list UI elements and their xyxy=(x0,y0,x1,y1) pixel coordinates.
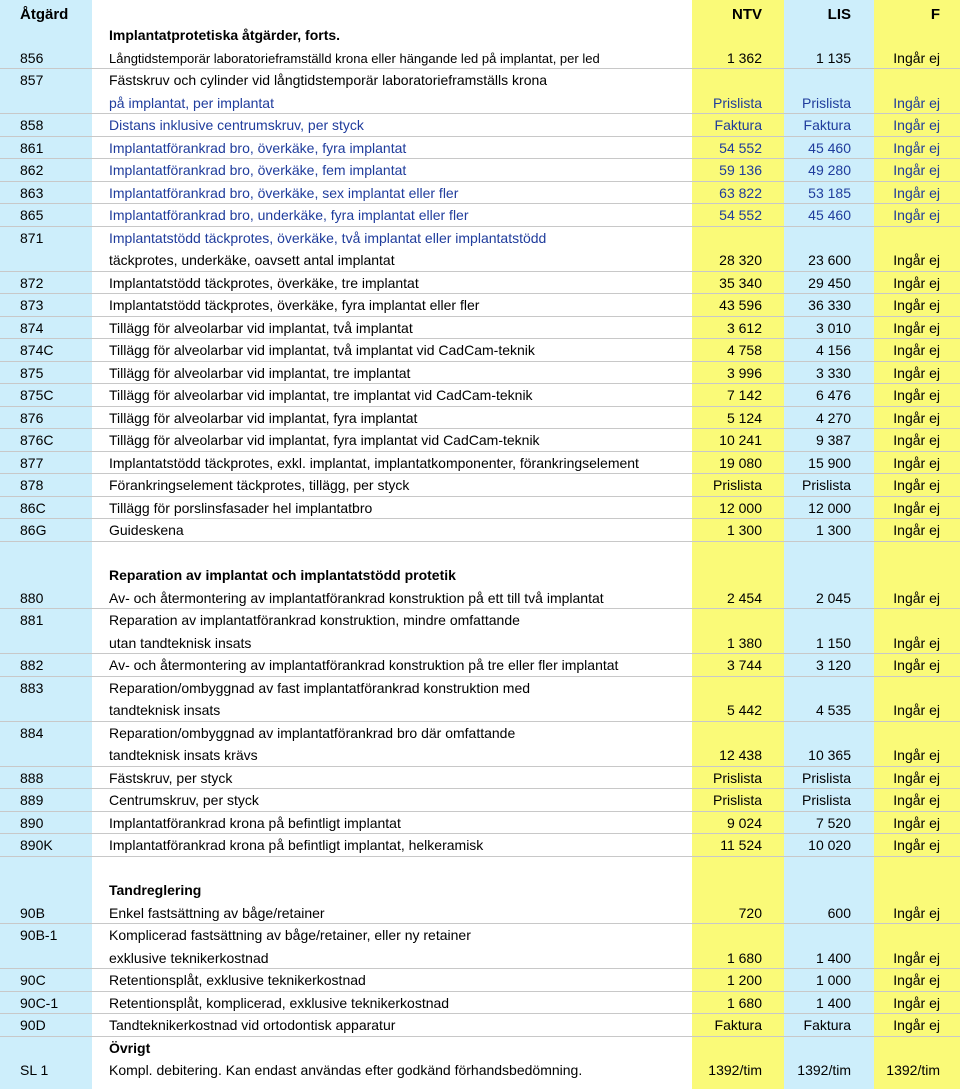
table-row xyxy=(0,1059,960,1082)
row-ntv-price: 1 680 xyxy=(726,994,762,1011)
row-lis-price: 3 330 xyxy=(815,364,851,381)
row-lis-price: 53 185 xyxy=(808,184,851,201)
row-ntv-price: 7 142 xyxy=(726,387,762,403)
row-code: 863 xyxy=(20,184,44,201)
row-ntv-price: 720 xyxy=(738,904,762,921)
row-f-value: Ingår ej xyxy=(893,387,940,403)
row-code: 862 xyxy=(20,162,44,178)
row-f-value: Ingår ej xyxy=(893,162,940,178)
row-f-value: Ingår ej xyxy=(893,634,940,651)
table-body xyxy=(0,24,960,1082)
row-ntv-price: 54 552 xyxy=(719,139,762,156)
row-ntv-price: 5 124 xyxy=(726,409,762,426)
row-description: Implantatförankrad krona på befintligt implantat xyxy=(109,814,401,831)
row-lis-price: 4 535 xyxy=(815,702,851,718)
table-row xyxy=(0,924,960,947)
row-lis-price: 3 120 xyxy=(815,657,851,673)
table-row xyxy=(0,654,960,677)
row-code: 874C xyxy=(20,342,54,358)
row-description: Retentionsplåt, komplicerad, exklusive teknikerkostnad xyxy=(109,994,450,1011)
row-ntv-price: 1 362 xyxy=(726,49,762,66)
row-description: på implantat, per implantat xyxy=(109,94,274,111)
row-description: Retentionsplåt, exklusive teknikerkostnad xyxy=(109,972,366,988)
row-description: Implantatförankrad bro, underkäke, fyra implantat eller fler xyxy=(109,207,469,223)
row-code: 90C-1 xyxy=(20,994,59,1011)
row-description: Implantatstödd täckprotes, exkl. implantat, implantatkomponenter, förankringselement xyxy=(109,455,639,471)
row-f-value: Ingår ej xyxy=(893,139,940,156)
table-row xyxy=(0,249,960,272)
table-header xyxy=(0,0,960,24)
table-row xyxy=(0,767,960,790)
row-f-value: Ingår ej xyxy=(893,747,940,763)
row-f-value: Ingår ej xyxy=(893,522,940,538)
row-description: Tillägg för alveolarbar vid implantat, fyra implantat vid CadCam-teknik xyxy=(109,432,540,448)
row-f-value: Ingår ej xyxy=(893,499,940,516)
row-description: Tillägg för alveolarbar vid implantat, tre implantat vid CadCam-teknik xyxy=(109,387,533,403)
row-code: 865 xyxy=(20,207,44,223)
row-ntv-price: 35 340 xyxy=(719,274,762,291)
row-description: Kompl. debitering. Kan endast användas efter godkänd förhandsbedömning. xyxy=(109,1062,583,1078)
row-lis-price: 600 xyxy=(827,904,851,921)
row-ntv-price: 3 996 xyxy=(726,364,762,381)
row-lis-price: 10 365 xyxy=(808,747,851,763)
row-f-value: Ingår ej xyxy=(893,252,940,268)
row-description: Implantatförankrad bro, överkäke, sex implantat eller fler xyxy=(109,184,459,201)
table-row xyxy=(0,497,960,520)
row-description: Implantatprotetiska åtgärder, forts. xyxy=(109,27,341,43)
row-code: 871 xyxy=(20,229,44,246)
table-row xyxy=(0,272,960,295)
row-code: 875C xyxy=(20,387,54,403)
row-code: 884 xyxy=(20,724,44,741)
row-code: SL 1 xyxy=(20,1062,49,1078)
row-description: Av- och återmontering av implantatförankrad konstruktion på tre eller fler implantat xyxy=(109,657,619,673)
row-description: Tandteknikerkostnad vid ortodontisk apparatur xyxy=(109,1017,396,1033)
row-description: Implantatförankrad krona på befintligt implantat, helkeramisk xyxy=(109,837,484,853)
table-row xyxy=(0,294,960,317)
row-lis-price: 1 135 xyxy=(815,49,851,66)
row-f-value: 1392/tim xyxy=(886,1062,940,1078)
table-row xyxy=(0,969,960,992)
row-lis-price: 49 280 xyxy=(808,162,851,178)
row-f-value: Ingår ej xyxy=(893,364,940,381)
row-f-value: Ingår ej xyxy=(893,949,940,966)
row-lis-price: Faktura xyxy=(803,117,851,133)
row-ntv-price: Prislista xyxy=(712,94,762,111)
table-row xyxy=(0,542,960,565)
row-description: Tillägg för alveolarbar vid implantat, fyra implantat xyxy=(109,409,418,426)
row-lis-price: 45 460 xyxy=(808,207,851,223)
row-code: 882 xyxy=(20,657,44,673)
table-row xyxy=(0,857,960,880)
row-ntv-price: 12 438 xyxy=(719,747,762,763)
row-f-value: Ingår ej xyxy=(893,319,940,336)
table-row xyxy=(0,317,960,340)
table-row xyxy=(0,519,960,542)
table-row xyxy=(0,789,960,812)
row-f-value: Ingår ej xyxy=(893,409,940,426)
row-f-value: Ingår ej xyxy=(893,454,940,471)
row-ntv-price: 43 596 xyxy=(719,297,762,313)
row-description: tandteknisk insats krävs xyxy=(109,747,258,763)
row-lis-price: 6 476 xyxy=(815,387,851,403)
row-lis-price: 4 156 xyxy=(815,342,851,358)
row-code: 881 xyxy=(20,612,44,628)
table-row xyxy=(0,92,960,115)
row-description: Tillägg för porslinsfasader hel implantatbro xyxy=(109,499,373,516)
row-code: 90C xyxy=(20,972,46,988)
row-f-value: Ingår ej xyxy=(893,657,940,673)
row-ntv-price: 28 320 xyxy=(719,252,762,268)
table-row xyxy=(0,204,960,227)
row-code: 880 xyxy=(20,589,44,606)
table-row xyxy=(0,159,960,182)
row-lis-price: Prislista xyxy=(801,477,851,493)
table-row xyxy=(0,182,960,205)
table-row xyxy=(0,947,960,970)
row-lis-price: 1 150 xyxy=(815,634,851,651)
header-atgard: Åtgärd xyxy=(20,6,69,23)
row-code: 873 xyxy=(20,297,44,313)
row-lis-price: 1392/tim xyxy=(797,1062,851,1078)
row-description: Förankringselement täckprotes, tillägg, per styck xyxy=(109,477,410,493)
row-f-value: Ingår ej xyxy=(893,904,940,921)
row-description: utan tandteknisk insats xyxy=(109,634,252,651)
row-code: 883 xyxy=(20,679,44,696)
row-lis-price: 36 330 xyxy=(808,297,851,313)
row-description: Långtidstemporär laboratorieframställd krona eller hängande led på implantat, per led xyxy=(109,50,600,66)
row-lis-price: 7 520 xyxy=(815,814,851,831)
row-ntv-price: 4 758 xyxy=(726,342,762,358)
row-f-value: Ingår ej xyxy=(893,972,940,988)
row-lis-price: 15 900 xyxy=(808,454,851,471)
row-code: 875 xyxy=(20,364,44,381)
row-code: 858 xyxy=(20,117,44,133)
row-ntv-price: 3 744 xyxy=(726,657,762,673)
row-description: Övrigt xyxy=(109,1039,151,1056)
row-lis-price: 3 010 xyxy=(815,319,851,336)
row-f-value: Ingår ej xyxy=(893,94,940,111)
row-ntv-price: 63 822 xyxy=(719,184,762,201)
row-code: 890K xyxy=(20,837,53,853)
row-ntv-price: 19 080 xyxy=(719,454,762,471)
table-row xyxy=(0,384,960,407)
table-row xyxy=(0,1014,960,1037)
row-code: 890 xyxy=(20,814,44,831)
table-row xyxy=(0,24,960,47)
row-lis-price: Prislista xyxy=(801,792,851,808)
row-description: Tandreglering xyxy=(109,882,202,898)
row-description: Centrumskruv, per styck xyxy=(109,792,259,808)
row-description: Komplicerad fastsättning av båge/retainer, eller ny retainer xyxy=(109,927,471,943)
table-row xyxy=(0,227,960,250)
row-ntv-price: 1 380 xyxy=(726,634,762,651)
row-description: Implantatförankrad bro, överkäke, fyra implantat xyxy=(109,139,407,156)
row-lis-price: 2 045 xyxy=(815,589,851,606)
row-ntv-price: 5 442 xyxy=(726,702,762,718)
row-description: Implantatstödd täckprotes, överkäke, tre implantat xyxy=(109,274,419,291)
row-ntv-price: 1 680 xyxy=(726,949,762,966)
row-ntv-price: Faktura xyxy=(714,1017,762,1033)
row-code: 86G xyxy=(20,522,47,538)
row-ntv-price: 10 241 xyxy=(719,432,762,448)
row-f-value: Ingår ej xyxy=(893,837,940,853)
row-code: 874 xyxy=(20,319,44,336)
row-f-value: Ingår ej xyxy=(893,432,940,448)
table-row xyxy=(0,339,960,362)
table-row xyxy=(0,812,960,835)
table-row xyxy=(0,137,960,160)
row-code: 90B xyxy=(20,904,45,921)
row-description: Fästskruv och cylinder vid långtidstemporär laboratorieframställs krona xyxy=(109,72,548,88)
row-description: Reparation av implantatförankrad konstruktion, mindre omfattande xyxy=(109,612,520,628)
table-row xyxy=(0,879,960,902)
row-ntv-price: Prislista xyxy=(712,792,762,808)
row-ntv-price: 3 612 xyxy=(726,319,762,336)
row-ntv-price: 12 000 xyxy=(719,499,762,516)
row-f-value: Ingår ej xyxy=(893,184,940,201)
table-row xyxy=(0,699,960,722)
row-f-value: Ingår ej xyxy=(893,117,940,133)
table-row xyxy=(0,722,960,745)
row-lis-price: 23 600 xyxy=(808,252,851,268)
row-f-value: Ingår ej xyxy=(893,814,940,831)
row-description: täckprotes, underkäke, oavsett antal implantat xyxy=(109,252,395,268)
row-lis-price: 45 460 xyxy=(808,139,851,156)
row-code: 876 xyxy=(20,409,44,426)
row-f-value: Ingår ej xyxy=(893,49,940,66)
table-row xyxy=(0,609,960,632)
row-ntv-price: 2 454 xyxy=(726,589,762,606)
row-f-value: Ingår ej xyxy=(893,994,940,1011)
row-lis-price: Prislista xyxy=(801,94,851,111)
row-f-value: Ingår ej xyxy=(893,589,940,606)
row-code: 889 xyxy=(20,792,44,808)
table-row xyxy=(0,834,960,857)
row-ntv-price: 1 300 xyxy=(726,522,762,538)
table-row xyxy=(0,429,960,452)
row-description: Distans inklusive centrumskruv, per styck xyxy=(109,117,364,133)
table-row xyxy=(0,452,960,475)
row-lis-price: 9 387 xyxy=(815,432,851,448)
row-code: 877 xyxy=(20,454,44,471)
row-lis-price: 12 000 xyxy=(808,499,851,516)
header-ntv: NTV xyxy=(732,6,762,23)
header-lis: LIS xyxy=(827,6,851,23)
row-lis-price: 1 300 xyxy=(815,522,851,538)
table-row xyxy=(0,677,960,700)
row-lis-price: 29 450 xyxy=(808,274,851,291)
row-f-value: Ingår ej xyxy=(893,477,940,493)
row-lis-price: Faktura xyxy=(803,1017,851,1033)
table-row xyxy=(0,564,960,587)
row-f-value: Ingår ej xyxy=(893,297,940,313)
row-f-value: Ingår ej xyxy=(893,342,940,358)
header-f: F xyxy=(930,6,940,23)
row-lis-price: 1 000 xyxy=(815,972,851,988)
row-code: 90D xyxy=(20,1017,46,1033)
row-description: Reparation av implantat och implantatstödd protetik xyxy=(109,567,456,583)
table-row xyxy=(0,47,960,70)
table-row xyxy=(0,407,960,430)
table-row xyxy=(0,587,960,610)
row-f-value: Ingår ej xyxy=(893,792,940,808)
row-code: 90B-1 xyxy=(20,927,58,943)
row-code: 872 xyxy=(20,274,44,291)
row-description: Tillägg för alveolarbar vid implantat, tre implantat xyxy=(109,364,411,381)
row-lis-price: 10 020 xyxy=(808,837,851,853)
row-ntv-price: Prislista xyxy=(712,769,762,786)
row-f-value: Ingår ej xyxy=(893,769,940,786)
table-row xyxy=(0,992,960,1015)
row-ntv-price: 9 024 xyxy=(726,814,762,831)
table-row xyxy=(0,362,960,385)
row-code: 86C xyxy=(20,499,46,516)
row-ntv-price: Faktura xyxy=(714,117,762,133)
row-ntv-price: 54 552 xyxy=(719,207,762,223)
row-lis-price: 1 400 xyxy=(815,949,851,966)
table-row xyxy=(0,1037,960,1060)
row-lis-price: 1 400 xyxy=(815,994,851,1011)
table-row xyxy=(0,632,960,655)
row-f-value: Ingår ej xyxy=(893,1017,940,1033)
row-description: Implantatstödd täckprotes, överkäke, fyra implantat eller fler xyxy=(109,297,480,313)
row-f-value: Ingår ej xyxy=(893,207,940,223)
row-ntv-price: 1392/tim xyxy=(708,1062,762,1078)
row-code: 856 xyxy=(20,49,44,66)
row-f-value: Ingår ej xyxy=(893,274,940,291)
row-description: Implantatstödd täckprotes, överkäke, två implantat eller implantatstödd xyxy=(109,229,547,246)
row-code: 876C xyxy=(20,432,54,448)
row-description: Implantatförankrad bro, överkäke, fem implantat xyxy=(109,162,407,178)
row-code: 861 xyxy=(20,139,44,156)
row-code: 857 xyxy=(20,72,44,88)
table-row xyxy=(0,744,960,767)
row-description: Tillägg för alveolarbar vid implantat, två implantat vid CadCam-teknik xyxy=(109,342,535,358)
row-description: Reparation/ombyggnad av fast implantatförankrad konstruktion med xyxy=(109,679,531,696)
row-description: Reparation/ombyggnad av implantatförankrad bro där omfattande xyxy=(109,724,516,741)
row-description: Av- och återmontering av implantatförankrad konstruktion på ett till två implantat xyxy=(109,589,604,606)
row-lis-price: 4 270 xyxy=(815,409,851,426)
row-ntv-price: 1 200 xyxy=(726,972,762,988)
row-f-value: Ingår ej xyxy=(893,702,940,718)
row-description: Guideskena xyxy=(109,522,184,538)
row-code: 888 xyxy=(20,769,44,786)
table-row xyxy=(0,114,960,137)
row-ntv-price: 11 524 xyxy=(720,837,762,853)
row-ntv-price: Prislista xyxy=(712,477,762,493)
row-code: 878 xyxy=(20,477,44,493)
row-description: Tillägg för alveolarbar vid implantat, två implantat xyxy=(109,319,413,336)
row-description: exklusive teknikerkostnad xyxy=(109,949,269,966)
row-description: Enkel fastsättning av båge/retainer xyxy=(109,904,325,921)
row-ntv-price: 59 136 xyxy=(719,162,762,178)
row-description: tandteknisk insats xyxy=(109,702,221,718)
table-row xyxy=(0,902,960,925)
table-row xyxy=(0,69,960,92)
table-row xyxy=(0,474,960,497)
row-description: Fästskruv, per styck xyxy=(109,769,233,786)
row-lis-price: Prislista xyxy=(801,769,851,786)
